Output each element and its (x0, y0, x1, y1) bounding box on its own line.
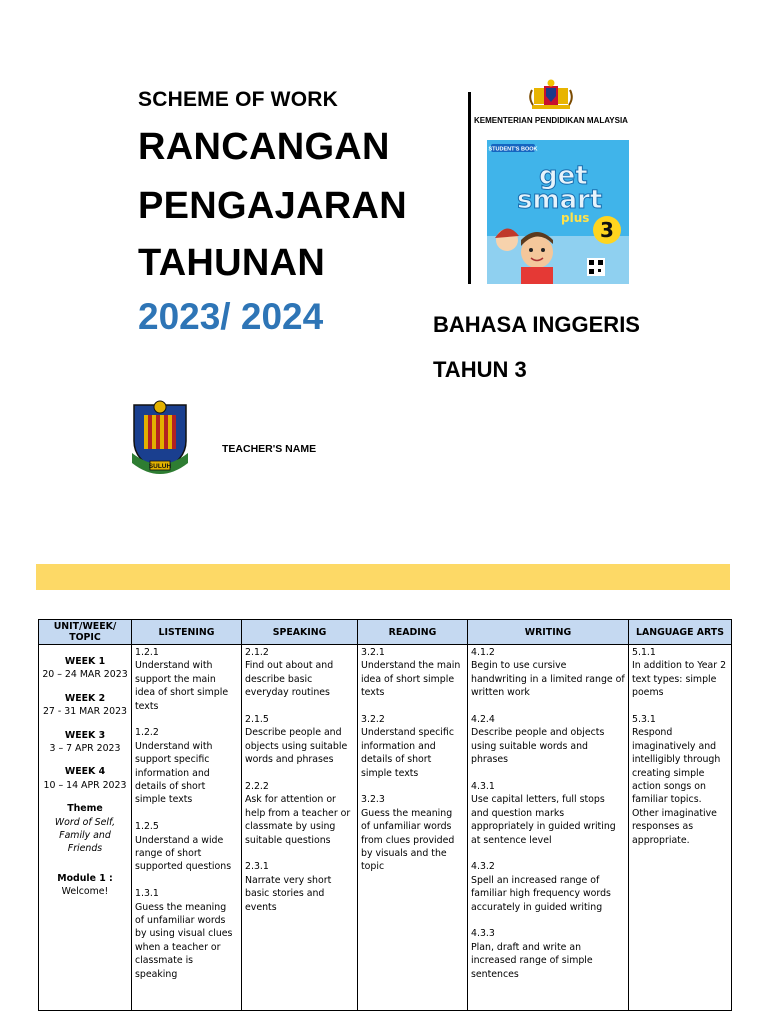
scheme-label: SCHEME OF WORK (138, 88, 338, 111)
skill-text: Understand the main idea of short simple texts (361, 660, 461, 699)
highlight-band (36, 564, 730, 590)
skill-text: Narrate very short basic stories and events (245, 874, 332, 913)
skill-code: 2.3.1 (245, 861, 269, 873)
divider-line (468, 92, 471, 284)
module-label: Module 1 : (57, 872, 113, 884)
header-writing: WRITING (468, 620, 629, 645)
header-listening: LISTENING (132, 620, 242, 645)
language-arts-cell (629, 645, 732, 1011)
week-dates: 3 – 7 APR 2023 (49, 743, 121, 755)
listening-cell (132, 645, 242, 1011)
skill-code: 3.2.2 (361, 714, 385, 726)
malaysia-crest-logo (526, 78, 576, 112)
get-smart-book-cover (487, 140, 629, 284)
book-brand-line1: get (539, 161, 588, 191)
skill-text: In addition to Year 2 text types: simple poems (632, 660, 727, 699)
skill-code: 4.3.1 (471, 781, 495, 793)
week-dates: 10 – 14 APR 2023 (43, 779, 127, 791)
teacher-name-label: TEACHER'S NAME (222, 443, 317, 455)
skill-text: Respond imaginatively and intelligibly through creating simple action songs on familiar topics. Other imaginative responses as appropriate. (632, 727, 721, 846)
theme-label: Theme (67, 803, 103, 815)
writing-cell (468, 645, 629, 1011)
title-line-3: TAHUNAN (138, 242, 326, 284)
skill-text: Use capital letters, full stops and question marks appropriately in guided writing at sentence level (471, 794, 616, 846)
week-dates: 20 – 24 MAR 2023 (42, 669, 128, 681)
skill-code: 2.2.2 (245, 781, 269, 793)
skill-code: 3.2.1 (361, 647, 385, 658)
book-label: STUDENT'S BOOK (488, 146, 538, 153)
title-line-1: RANCANGAN (138, 126, 390, 168)
skill-text: Spell an increased range of familiar high frequency words accurately in guided writing (471, 874, 611, 913)
skill-text: Guess the meaning of unfamiliar words by using visual clues when a teacher or classmate is speaking (135, 901, 233, 980)
skill-text: Ask for attention or help from a teacher or classmate by using suitable questions (245, 794, 351, 846)
skill-text: Describe people and objects using suitable words and phrases (471, 727, 605, 766)
theme-value: Word of Self, Family and Friends (54, 816, 116, 855)
book-brand-plus: plus (561, 211, 590, 225)
book-number: 3 (600, 218, 614, 242)
week-label: WEEK 1 (64, 656, 106, 667)
skill-text: Understand a wide range of short supported questions (135, 834, 232, 873)
grade-level: TAHUN 3 (433, 357, 527, 382)
table-header-row (39, 620, 732, 645)
skill-code: 4.1.2 (471, 647, 495, 658)
skill-text: Understand specific information and details of short simple texts (361, 727, 454, 779)
reading-cell (358, 645, 468, 1011)
week-dates: 27 - 31 MAR 2023 (42, 706, 128, 718)
unit-week-topic-cell (39, 645, 132, 1011)
academic-year: 2023/ 2024 (138, 296, 324, 337)
skill-code: 5.3.1 (632, 714, 656, 726)
skill-code: 1.2.5 (135, 821, 159, 833)
module-value: Welcome! (61, 886, 109, 898)
skill-text: Describe people and objects using suitable words and phrases (245, 727, 348, 766)
skill-code: 4.3.2 (471, 861, 495, 873)
skill-code: 3.2.3 (361, 794, 385, 806)
skill-text: Plan, draft and write an increased range of simple sentences (471, 941, 593, 980)
skill-text: Begin to use cursive handwriting in a limited range of written work (471, 660, 625, 699)
speaking-cell (242, 645, 358, 1011)
skill-text: Understand with support specific information and details of short simple texts (135, 740, 213, 806)
school-logo-banner: SULUH (148, 463, 172, 470)
skill-code: 4.3.3 (471, 928, 495, 940)
header-unit-week-topic: UNIT/WEEK/ TOPIC (39, 620, 132, 645)
scheme-of-work-table (38, 619, 732, 1011)
skill-code: 1.2.1 (135, 647, 159, 658)
week-label: WEEK 2 (64, 692, 106, 704)
week-label: WEEK 3 (64, 729, 106, 741)
skill-code: 2.1.5 (245, 714, 269, 726)
week-label: WEEK 4 (64, 766, 106, 778)
skill-code: 4.2.4 (471, 714, 495, 726)
skill-code: 2.1.2 (245, 647, 269, 658)
table-row (39, 645, 732, 1011)
ministry-name: KEMENTERIAN PENDIDIKAN MALAYSIA (474, 116, 628, 125)
title-line-2: PENGAJARAN (138, 185, 408, 227)
header-speaking: SPEAKING (242, 620, 358, 645)
skill-text: Understand with support the main idea of short simple texts (135, 660, 229, 712)
subject-name: BAHASA INGGERIS (433, 312, 640, 337)
header-language-arts: LANGUAGE ARTS (629, 620, 732, 645)
skill-code: 1.3.1 (135, 888, 159, 900)
skill-text: Guess the meaning of unfamiliar words from clues provided by visuals and the topic (361, 807, 455, 873)
school-crest-logo (130, 395, 190, 477)
book-brand-line2: smart (517, 185, 603, 215)
skill-text: Find out about and describe basic everyday routines (245, 660, 334, 699)
header-reading: READING (358, 620, 468, 645)
skill-code: 5.1.1 (632, 647, 656, 658)
skill-code: 1.2.2 (135, 727, 159, 739)
